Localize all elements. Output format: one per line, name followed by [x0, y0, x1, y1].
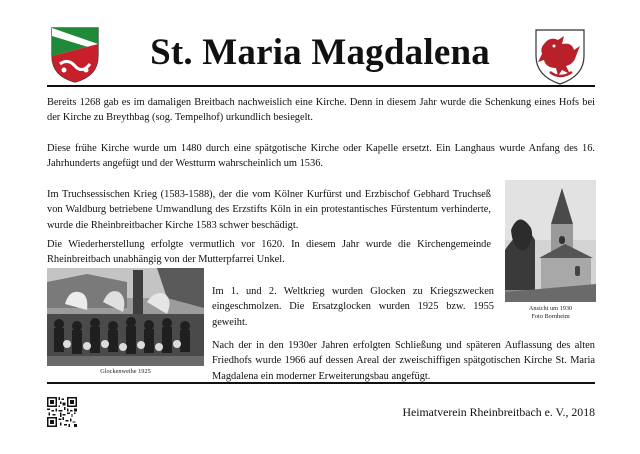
church-photo-caption-date: Ansicht um 1930	[528, 305, 573, 312]
qr-code-icon[interactable]	[47, 397, 77, 427]
church-photo-caption-credit: Foto Bornheim	[531, 312, 570, 320]
top-divider	[47, 85, 595, 87]
paragraph-1268: Bereits 1268 gab es im damaligen Breitbach nachweislich eine Kirche. Denn in diesem Jahr wurde die Schenkung eines Hofs bei der Kirche zu Breythbag (sog. Tempelhof) urkundlich besiegelt.	[47, 97, 595, 124]
bottom-divider	[47, 382, 595, 384]
church-photo	[505, 180, 596, 302]
bells-photo	[47, 268, 204, 366]
paragraph-restoration: Die Wiederherstellung erfolgte vermutlich vor 1620. In diesem Jahr wurde die Kirchengemeinde Rheinbreitbach unabhängig von der Mutterpfarrei Unkel.	[47, 239, 491, 266]
page-title: St. Maria Magdalena	[150, 32, 490, 73]
bells-photo-caption: Glockenweihe 1925	[100, 368, 151, 375]
paragraph-bells: Im 1. und 2. Weltkrieg wurden Glocken zu Kriegszwecken eingeschmolzen. Die Ersatzglocken wurden 1925 bzw. 1955 geweiht.	[212, 286, 494, 328]
paragraph-1480: Diese frühe Kirche wurde um 1480 durch eine spätgotische Kirche oder Kapelle ersetzt. Ein Langhaus wurde Anfang des 16. Jahrhunderts angefügt und der Westturm wahrscheinlich um 1536.	[47, 143, 595, 170]
coat-of-arms-dragon-icon	[530, 28, 590, 86]
paragraph-extension: Nach der in den 1930er Jahren erfolgten Schließung und späteren Auflassung des alten Friedhofs wurde 1966 auf dessen Areal der zweischiffigen spätgotischen Kirche St. Maria Magdalena ein moderner Erweiterungsbau angefügt.	[212, 340, 595, 382]
footer-credit: Heimatverein Rheinbreitbach e. V., 2018	[402, 405, 595, 419]
church-photo-caption	[505, 305, 596, 320]
paragraph-truchsess-war: Im Truchsessischen Krieg (1583-1588), der die vom Kölner Kurfürst und Erzbischof Gebhard Truchseß von Waldburg betriebene Umwandlung des Erzstifts Köln in ein protestantisches Fürstentum verhinderte, wurde die Rheinbreitbacher Kirche 1583 schwer beschädigt.	[47, 189, 491, 231]
